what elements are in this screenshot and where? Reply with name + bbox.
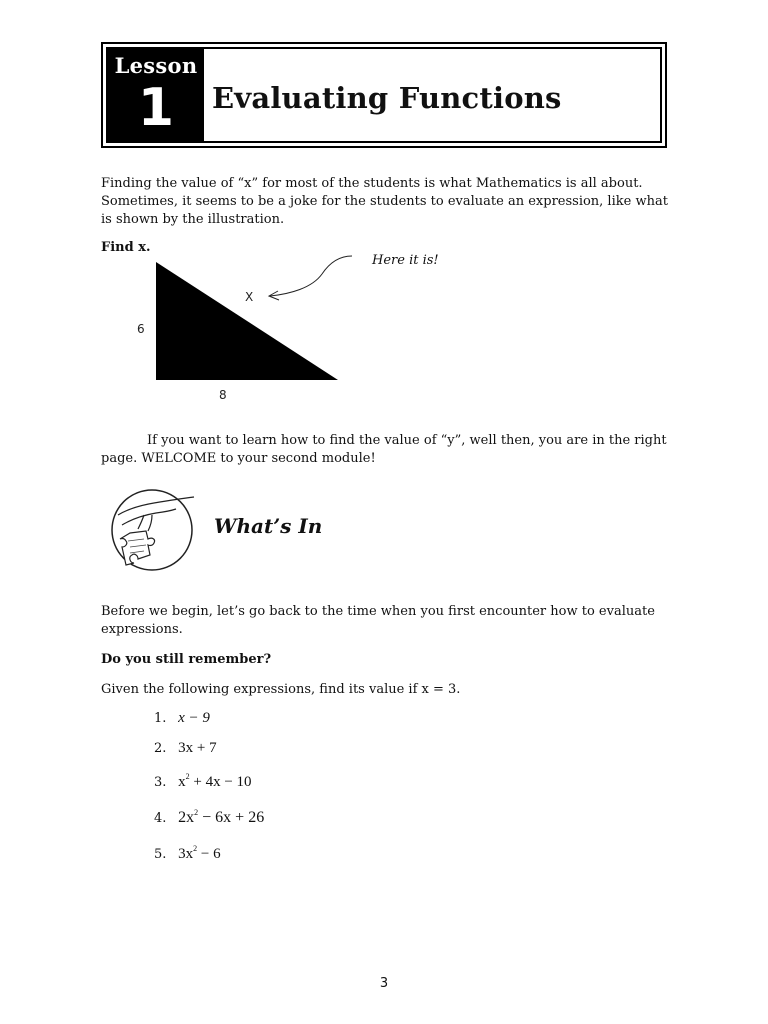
expression-base: 2x	[178, 809, 195, 826]
expression-number: 4.	[154, 811, 167, 826]
expression-number: 3.	[154, 775, 167, 790]
find-x-heading: Find x.	[101, 240, 151, 255]
expression-rest: + 4x − 10	[189, 774, 252, 790]
page-number: 3	[379, 976, 389, 991]
expression-base: x	[178, 774, 186, 790]
expression-text	[178, 809, 264, 826]
lesson-header-frame	[106, 47, 662, 143]
section-title: What’s In	[214, 514, 323, 538]
expression-item	[154, 772, 252, 791]
expression-item	[154, 740, 217, 757]
remember-heading: Do you still remember?	[101, 652, 272, 667]
expression-base: 3x	[178, 846, 194, 862]
expression-rest: − 6x + 26	[198, 809, 265, 826]
right-triangle-shape	[156, 262, 338, 380]
expression-text: x − 9	[178, 710, 210, 726]
expression-rest: − 6	[197, 846, 221, 862]
expression-number: 2.	[154, 741, 167, 756]
expression-text: 3x + 7	[178, 740, 217, 756]
hypotenuse-label: X	[245, 290, 254, 304]
intro-paragraph: Finding the value of “x” for most of the students is what Mathematics is all about. Sometimes, it seems to be a joke for the students to evaluate an expression, like what is shown by the illustration.	[101, 176, 668, 227]
side-label-vertical: 6	[137, 322, 145, 336]
lesson-label: Lesson	[114, 53, 198, 78]
triangle-graphic	[130, 250, 460, 410]
puzzle-hand-icon	[108, 485, 200, 575]
expression-item	[154, 808, 264, 827]
triangle-illustration	[130, 250, 460, 410]
expression-text	[178, 846, 220, 862]
before-paragraph: Before we begin, let’s go back to the time when you first encounter how to evaluate expressions.	[101, 604, 655, 637]
expression-exponent: 2	[193, 844, 198, 853]
side-label-horizontal: 8	[219, 388, 227, 402]
expression-item	[154, 844, 221, 863]
given-instruction: Given the following expressions, find its value if x = 3.	[101, 682, 461, 697]
callout-text: Here it is!	[372, 253, 439, 268]
callout-arrow-line	[270, 256, 352, 296]
expression-text	[178, 774, 251, 790]
welcome-paragraph: If you want to learn how to find the value of “y”, well then, you are in the right page. WELCOME to your second module!	[101, 433, 667, 466]
expression-number: 1.	[154, 711, 167, 726]
expression-item	[154, 710, 210, 727]
lesson-number: 1	[137, 78, 175, 138]
expression-number: 5.	[154, 847, 167, 862]
lesson-header	[101, 42, 667, 148]
lesson-title: Evaluating Functions	[212, 81, 562, 115]
expression-exponent: 2	[194, 808, 199, 817]
expression-exponent: 2	[185, 772, 190, 781]
lesson-badge	[108, 49, 204, 141]
